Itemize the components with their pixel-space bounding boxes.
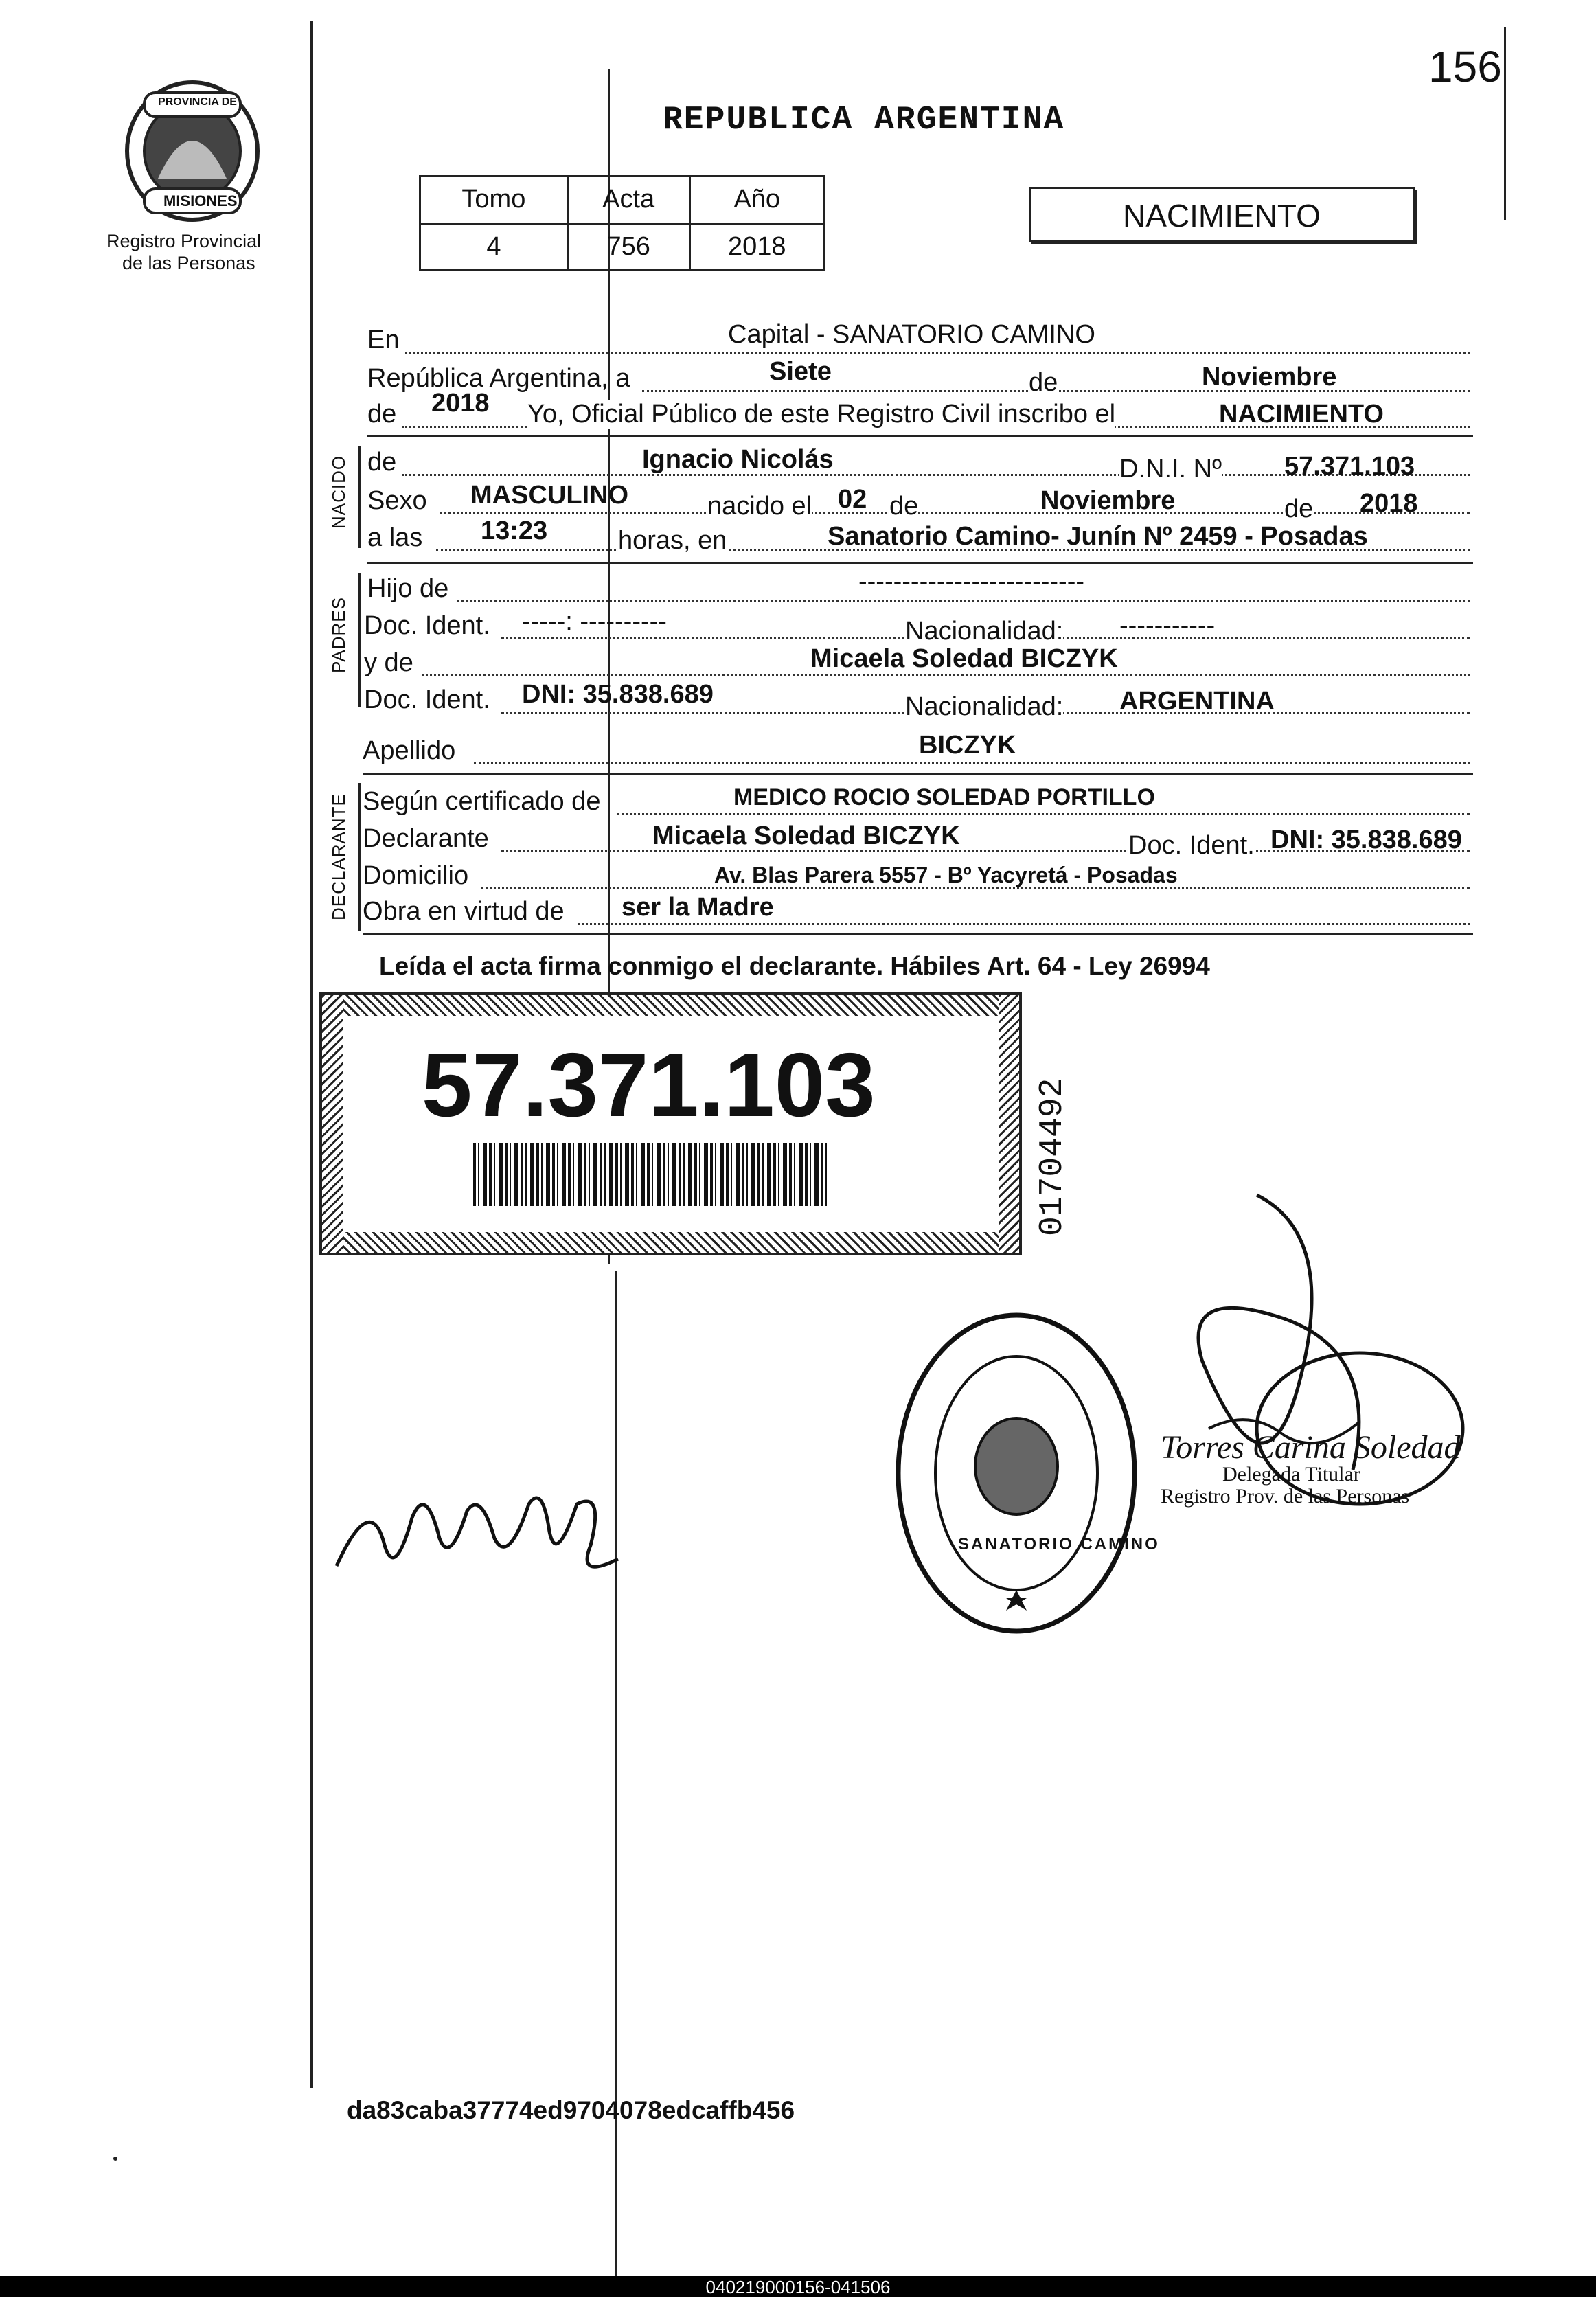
year-written-value: 2018	[431, 389, 490, 418]
barcode	[473, 1143, 830, 1206]
birth-place-value: Sanatorio Camino- Junín Nº 2459 - Posadas	[828, 522, 1368, 551]
guilloche-right	[999, 995, 1019, 1253]
record-table	[419, 175, 825, 271]
header-title: REPUBLICA ARGENTINA	[663, 102, 1065, 139]
doc1-value: -----: ----------	[522, 607, 667, 636]
doc1-label: Doc. Ident.	[364, 611, 490, 640]
official-title1: Delegada Titular	[1222, 1463, 1360, 1486]
table-header-ano: Año	[689, 177, 824, 224]
table-value-tomo: 4	[420, 223, 568, 271]
dots	[457, 600, 1470, 602]
official-name: Torres Carina Soledad	[1161, 1429, 1461, 1466]
hijo-de-label: Hijo de	[367, 574, 449, 603]
father-value: --------------------------	[858, 567, 1085, 596]
dots	[422, 674, 1470, 676]
closing-statement: Leída el acta firma conmigo el declarante. Hábiles Art. 64 - Ley 26994	[379, 952, 1210, 980]
certificado-value: MEDICO ROCIO SOLEDAD PORTILLO	[733, 784, 1155, 810]
dots	[617, 813, 1470, 815]
birth-time-value: 13:23	[481, 516, 548, 545]
y-de-label: y de	[364, 648, 413, 677]
padres-bracket	[358, 573, 361, 707]
certificado-label: Según certificado de	[363, 787, 601, 816]
declarante-value: Micaela Soledad BICZYK	[652, 821, 960, 850]
nac1-value: -----------	[1119, 611, 1216, 640]
birth-de2-label: de	[1284, 494, 1314, 523]
nacido-el-label: nacido el	[707, 492, 812, 521]
table-header-acta: Acta	[567, 177, 689, 224]
apellido-value: BICZYK	[919, 731, 1016, 760]
logo-caption-line1: Registro Provincial	[106, 231, 262, 251]
nac2-value: ARGENTINA	[1119, 687, 1275, 716]
stamp-seal-icon	[893, 1308, 1140, 1638]
inscribo-value: NACIMIENTO	[1219, 400, 1384, 429]
left-margin-line	[310, 21, 313, 2088]
page-number: 156	[1428, 42, 1502, 91]
birth-month-value: Noviembre	[1040, 486, 1176, 515]
guilloche-left	[322, 995, 343, 1253]
birth-de-label: de	[889, 492, 919, 521]
footer-bar	[0, 2276, 1596, 2297]
mother-value: Micaela Soledad BICZYK	[810, 644, 1118, 673]
child-name-value: Ignacio Nicolás	[642, 445, 834, 474]
table-value-acta: 756	[567, 223, 689, 271]
birth-day-value: 02	[838, 485, 867, 514]
obra-value: ser la Madre	[622, 893, 774, 922]
declarante-doc-label: Doc. Ident.	[1128, 831, 1255, 860]
security-number: 57.371.103	[422, 1034, 876, 1135]
document-hash: da83caba37774ed9704078edcaffb456	[347, 2096, 795, 2124]
guilloche-bottom	[322, 1232, 1019, 1253]
logo-text-bottom: MISIONES	[163, 192, 238, 209]
footer-code: 040219000156-041506	[705, 2277, 891, 2297]
record-type: NACIMIENTO	[1123, 198, 1321, 234]
declarante-label: Declarante	[363, 824, 489, 853]
separator	[367, 562, 1473, 564]
separator	[363, 933, 1473, 935]
de-label: de	[1029, 368, 1058, 397]
dni-label: D.N.I. Nº	[1119, 455, 1222, 484]
dots	[474, 762, 1470, 764]
republica-label: República Argentina, a	[367, 364, 630, 393]
official-stamp	[893, 1308, 1160, 1638]
guilloche-top	[322, 995, 1019, 1016]
dots	[578, 923, 1470, 925]
day-written-value: Siete	[769, 357, 832, 386]
declarant-signature	[330, 1463, 646, 1586]
doc2-label: Doc. Ident.	[364, 685, 490, 714]
declarante-bracket	[358, 783, 361, 931]
security-label	[319, 992, 1022, 1255]
nacido-bracket	[358, 446, 361, 548]
official-title2: Registro Prov. de las Personas	[1161, 1485, 1410, 1508]
yo-label: Yo, Oficial Público de este Registro Civil inscribo el	[527, 400, 1116, 429]
separator	[367, 435, 1473, 437]
table-header-tomo: Tomo	[420, 177, 568, 224]
speck	[113, 2157, 117, 2161]
en-label: En	[367, 326, 400, 354]
apellido-label: Apellido	[363, 736, 456, 765]
right-edge-line	[1504, 27, 1506, 220]
en-value: Capital - SANATORIO CAMINO	[728, 320, 1095, 349]
de2-label: de	[367, 400, 397, 429]
child-dni-value: 57.371.103	[1284, 452, 1415, 481]
official-signature	[1161, 1181, 1477, 1580]
horas-label: horas, en	[618, 526, 727, 555]
declarante-doc-value: DNI: 35.838.689	[1270, 826, 1462, 854]
security-serial: 01704492	[1034, 1078, 1071, 1236]
obra-label: Obra en virtud de	[363, 897, 565, 926]
declarante-side-label: DECLARANTE	[328, 793, 349, 920]
stamp-inner-text: SANATORIO CAMINO	[958, 1535, 1160, 1554]
nacido-side-label: NACIDO	[328, 455, 349, 529]
birth-year-value: 2018	[1360, 489, 1418, 518]
serial-tab	[1020, 1051, 1091, 1250]
nac2-label: Nacionalidad:	[905, 692, 1064, 721]
padres-side-label: PADRES	[328, 597, 349, 673]
domicilio-value: Av. Blas Parera 5557 - Bº Yacyretá - Posadas	[714, 863, 1178, 887]
nac1-label: Nacionalidad:	[905, 617, 1064, 646]
doc2-value: DNI: 35.838.689	[522, 680, 714, 709]
table-value-ano: 2018	[689, 223, 824, 271]
center-scan-line-bottom	[615, 1271, 617, 2287]
a-las-label: a las	[367, 523, 423, 552]
misiones-logo	[117, 76, 268, 227]
sexo-label: Sexo	[367, 486, 427, 515]
separator	[363, 773, 1473, 775]
logo-text-top: PROVINCIA DE	[158, 96, 237, 108]
logo-caption-line2: de las Personas	[122, 253, 255, 273]
dots	[440, 512, 1470, 514]
month-written-value: Noviembre	[1202, 363, 1337, 391]
domicilio-label: Domicilio	[363, 861, 469, 890]
dots	[405, 352, 1470, 354]
record-type-box	[1029, 187, 1415, 242]
nacido-de-label: de	[367, 448, 397, 477]
sexo-value: MASCULINO	[470, 481, 629, 510]
